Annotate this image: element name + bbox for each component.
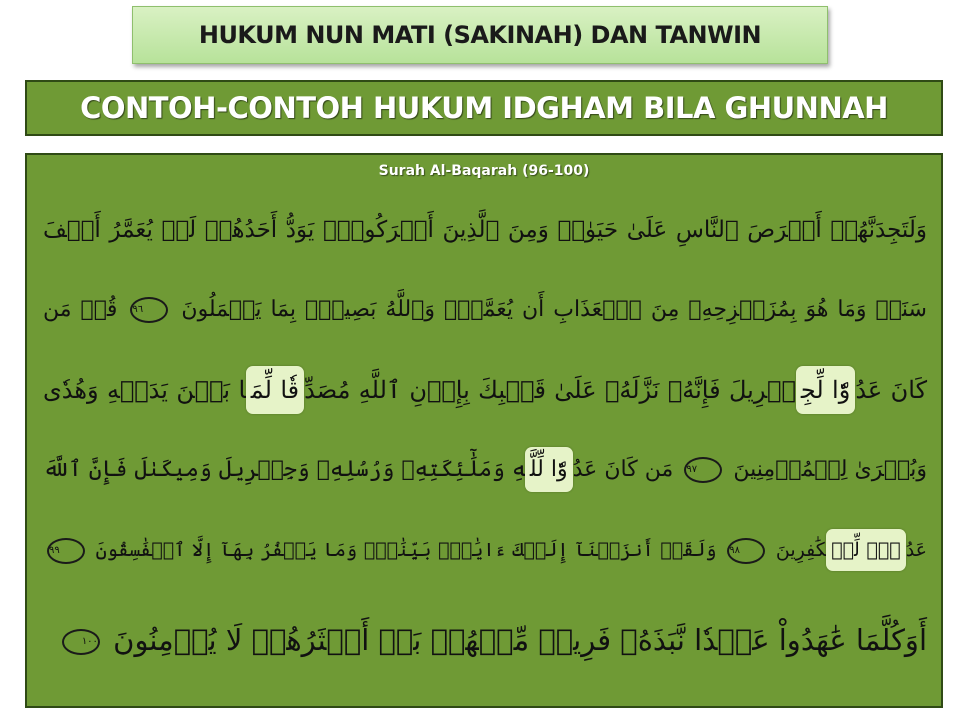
verse-line-2 xyxy=(43,280,927,340)
idgham-highlight: وّٗا لِّلَّ xyxy=(525,447,573,492)
idgham-highlight: وّٗا لِّجِ xyxy=(796,366,855,414)
verse-line-6 xyxy=(43,610,927,670)
ayah-end-marker: ٩٦ xyxy=(130,297,168,323)
header-title-box xyxy=(132,6,828,64)
verse-line-4 xyxy=(43,440,927,500)
verse-text: قُلۡ مَن xyxy=(43,297,118,322)
ayah-end-marker: ٩٩ xyxy=(47,538,85,564)
verse-line-3 xyxy=(43,360,927,420)
section-banner xyxy=(25,80,943,136)
verse-text: سَنَةٖ وَمَا هُوَ بِمُزَحۡزِحِهِۦ مِنَ ٱلۡعَذَابِ أَن يُعَمَّرَۗ وَٱللَّهُ بَصِيرُۢ بِمَا يَعۡمَلُونَ xyxy=(181,297,927,322)
idgham-highlight: قٗا لِّمَ xyxy=(246,366,304,414)
verse-text: كَانَ عَدُ xyxy=(855,376,927,404)
ayah-end-marker: ١٠٠ xyxy=(62,629,100,655)
ayah-end-marker: ٩٧ xyxy=(684,457,722,483)
verse-text: وَلَتَجِدَنَّهُمۡ أَحۡرَصَ ٱلنَّاسِ عَلَىٰ حَيَوٰةٖ وَمِنَ ٱلَّذِينَ أَشۡرَكُواْۚ يَوَدُّ أَحَدُهُمۡ لَوۡ يُعَمَّرُ أَلۡفَ xyxy=(43,217,927,243)
verse-text: هِ وَمَلَٰٓئِكَتِهِۦ وَرُسُلِهِۦ وَجِبۡرِيلَ وَمِيكَىٰلَ فَإِنَّ ٱللَّهَ xyxy=(43,457,525,482)
verse-text: وَلَقَدۡ أَنزَلۡنَآ إِلَيۡكَ ءَايَٰتِۭ بَيِّنَٰتٖۖ وَمَا يَكۡفُرُ بِهَآ إِلَّا ٱلۡفَٰسِقُونَ xyxy=(95,539,717,561)
verse-text: أَوَكُلَّمَا عَٰهَدُواْ عَهۡدٗا نَّبَذَهُۥ فَرِيقٞ مِّنۡهُمۚ بَلۡ أَكۡثَرُهُمۡ لَا يُؤۡمِنُونَ xyxy=(113,623,927,657)
verse-line-5 xyxy=(43,520,927,580)
verse-text: عَدُ xyxy=(905,539,928,561)
idgham-highlight: وّٞ لِّلۡ xyxy=(826,529,905,571)
verse-text: مَن كَانَ عَدُ xyxy=(572,457,674,482)
surah-title: Surah Al-Baqarah (96-100) xyxy=(378,163,590,179)
verse-text: كَٰفِرِينَ xyxy=(775,539,827,561)
verse-panel xyxy=(25,153,943,708)
header-title: HUKUM NUN MATI (SAKINAH) DAN TANWIN xyxy=(198,21,762,49)
verse-text: وَبُشۡرَىٰ لِلۡمُؤۡمِنِينَ xyxy=(733,457,928,482)
verse-text: ا بَيۡنَ يَدَيۡهِ وَهُدٗى xyxy=(43,376,246,404)
verse-line-1 xyxy=(43,200,927,260)
verse-text: بۡرِيلَ فَإِنَّهُۥ نَزَّلَهُۥ عَلَىٰ قَلۡبِكَ بِإِذۡنِ ٱللَّهِ مُصَدِّ xyxy=(304,376,796,404)
banner-title: CONTOH-CONTOH HUKUM IDGHAM BILA GHUNNAH xyxy=(80,91,888,125)
ayah-end-marker: ٩٨ xyxy=(727,538,765,564)
